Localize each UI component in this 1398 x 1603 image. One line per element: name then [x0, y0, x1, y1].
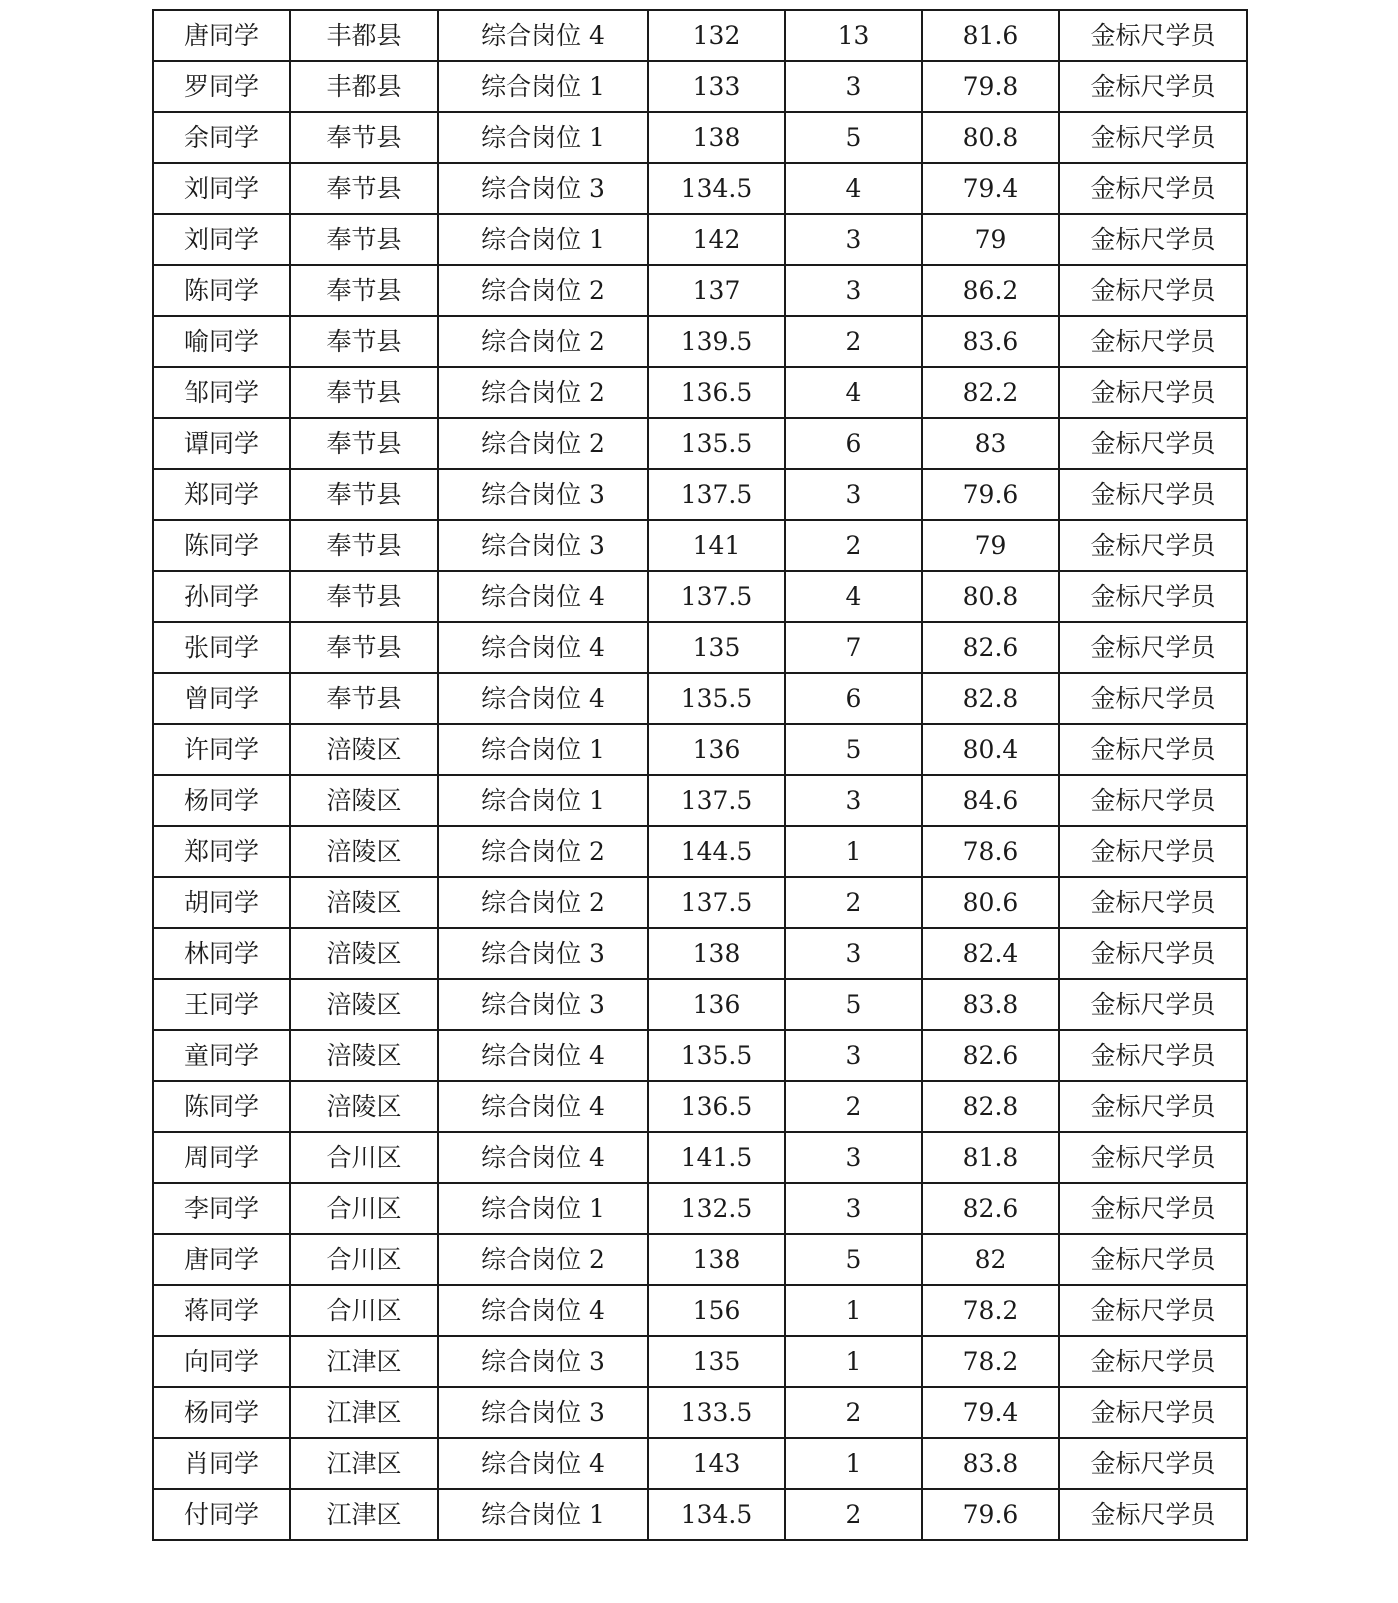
position-cell: 综合岗位 1: [438, 724, 648, 775]
interview-score-cell: 79.8: [922, 61, 1059, 112]
position-cell: 综合岗位 1: [438, 61, 648, 112]
rank-cell: 5: [785, 1234, 922, 1285]
position-cell: 综合岗位 4: [438, 1438, 648, 1489]
rank-cell: 3: [785, 1132, 922, 1183]
written-score-cell: 132: [648, 10, 785, 61]
rank-cell: 3: [785, 1183, 922, 1234]
rank-cell: 3: [785, 775, 922, 826]
table-row: [153, 877, 1247, 928]
rank-cell: 3: [785, 469, 922, 520]
written-score-cell: 144.5: [648, 826, 785, 877]
position-cell: 综合岗位 1: [438, 775, 648, 826]
table-row: [153, 979, 1247, 1030]
position-cell: 综合岗位 4: [438, 1030, 648, 1081]
note-cell: 金标尺学员: [1059, 1030, 1247, 1081]
written-score-cell: 138: [648, 1234, 785, 1285]
county-cell: 江津区: [290, 1336, 438, 1387]
county-cell: 奉节县: [290, 571, 438, 622]
written-score-cell: 138: [648, 928, 785, 979]
table-row: [153, 928, 1247, 979]
interview-score-cell: 82: [922, 1234, 1059, 1285]
table-row: [153, 826, 1247, 877]
table-row: [153, 520, 1247, 571]
position-cell: 综合岗位 3: [438, 1336, 648, 1387]
written-score-cell: 138: [648, 112, 785, 163]
position-cell: 综合岗位 2: [438, 826, 648, 877]
county-cell: 涪陵区: [290, 775, 438, 826]
position-cell: 综合岗位 4: [438, 571, 648, 622]
interview-score-cell: 78.2: [922, 1285, 1059, 1336]
interview-score-cell: 83.6: [922, 316, 1059, 367]
county-cell: 涪陵区: [290, 1081, 438, 1132]
name-cell: 周同学: [153, 1132, 290, 1183]
rank-cell: 2: [785, 316, 922, 367]
county-cell: 奉节县: [290, 418, 438, 469]
note-cell: 金标尺学员: [1059, 61, 1247, 112]
interview-score-cell: 82.8: [922, 1081, 1059, 1132]
county-cell: 奉节县: [290, 622, 438, 673]
rank-cell: 6: [785, 673, 922, 724]
interview-score-cell: 78.2: [922, 1336, 1059, 1387]
note-cell: 金标尺学员: [1059, 469, 1247, 520]
written-score-cell: 137.5: [648, 775, 785, 826]
county-cell: 奉节县: [290, 214, 438, 265]
note-cell: 金标尺学员: [1059, 214, 1247, 265]
position-cell: 综合岗位 4: [438, 10, 648, 61]
position-cell: 综合岗位 4: [438, 1285, 648, 1336]
county-cell: 涪陵区: [290, 928, 438, 979]
written-score-cell: 132.5: [648, 1183, 785, 1234]
name-cell: 胡同学: [153, 877, 290, 928]
position-cell: 综合岗位 1: [438, 214, 648, 265]
interview-score-cell: 79.6: [922, 1489, 1059, 1540]
written-score-cell: 141.5: [648, 1132, 785, 1183]
note-cell: 金标尺学员: [1059, 1183, 1247, 1234]
interview-score-cell: 83: [922, 418, 1059, 469]
interview-score-cell: 79.4: [922, 1387, 1059, 1438]
county-cell: 合川区: [290, 1183, 438, 1234]
interview-score-cell: 80.6: [922, 877, 1059, 928]
county-cell: 奉节县: [290, 469, 438, 520]
table-row: [153, 10, 1247, 61]
table-row: [153, 1234, 1247, 1285]
position-cell: 综合岗位 3: [438, 163, 648, 214]
interview-score-cell: 82.6: [922, 1183, 1059, 1234]
table-row: [153, 724, 1247, 775]
rank-cell: 4: [785, 571, 922, 622]
table-row: [153, 1285, 1247, 1336]
table-row: [153, 163, 1247, 214]
name-cell: 陈同学: [153, 1081, 290, 1132]
name-cell: 肖同学: [153, 1438, 290, 1489]
name-cell: 郑同学: [153, 826, 290, 877]
name-cell: 付同学: [153, 1489, 290, 1540]
name-cell: 刘同学: [153, 163, 290, 214]
note-cell: 金标尺学员: [1059, 571, 1247, 622]
name-cell: 唐同学: [153, 1234, 290, 1285]
rank-cell: 4: [785, 367, 922, 418]
note-cell: 金标尺学员: [1059, 1285, 1247, 1336]
rank-cell: 5: [785, 724, 922, 775]
written-score-cell: 135: [648, 622, 785, 673]
table-row: [153, 214, 1247, 265]
position-cell: 综合岗位 4: [438, 673, 648, 724]
interview-score-cell: 81.6: [922, 10, 1059, 61]
note-cell: 金标尺学员: [1059, 112, 1247, 163]
written-score-cell: 135.5: [648, 673, 785, 724]
written-score-cell: 156: [648, 1285, 785, 1336]
rank-cell: 1: [785, 1438, 922, 1489]
name-cell: 李同学: [153, 1183, 290, 1234]
rank-cell: 2: [785, 1489, 922, 1540]
written-score-cell: 139.5: [648, 316, 785, 367]
written-score-cell: 133: [648, 61, 785, 112]
interview-score-cell: 82.8: [922, 673, 1059, 724]
county-cell: 江津区: [290, 1438, 438, 1489]
name-cell: 谭同学: [153, 418, 290, 469]
rank-cell: 7: [785, 622, 922, 673]
rank-cell: 3: [785, 265, 922, 316]
interview-score-cell: 84.6: [922, 775, 1059, 826]
table-row: [153, 265, 1247, 316]
county-cell: 涪陵区: [290, 724, 438, 775]
table-row: [153, 418, 1247, 469]
table-row: [153, 316, 1247, 367]
note-cell: 金标尺学员: [1059, 622, 1247, 673]
interview-score-cell: 83.8: [922, 1438, 1059, 1489]
interview-score-cell: 82.6: [922, 1030, 1059, 1081]
name-cell: 余同学: [153, 112, 290, 163]
note-cell: 金标尺学员: [1059, 979, 1247, 1030]
written-score-cell: 135: [648, 1336, 785, 1387]
name-cell: 童同学: [153, 1030, 290, 1081]
table-body: [153, 10, 1247, 1540]
table-row: [153, 1387, 1247, 1438]
county-cell: 合川区: [290, 1285, 438, 1336]
name-cell: 张同学: [153, 622, 290, 673]
rank-cell: 13: [785, 10, 922, 61]
interview-score-cell: 80.4: [922, 724, 1059, 775]
note-cell: 金标尺学员: [1059, 418, 1247, 469]
table-row: [153, 1030, 1247, 1081]
name-cell: 刘同学: [153, 214, 290, 265]
rank-cell: 4: [785, 163, 922, 214]
position-cell: 综合岗位 2: [438, 316, 648, 367]
note-cell: 金标尺学员: [1059, 1132, 1247, 1183]
position-cell: 综合岗位 3: [438, 469, 648, 520]
written-score-cell: 141: [648, 520, 785, 571]
table-row: [153, 1336, 1247, 1387]
county-cell: 奉节县: [290, 112, 438, 163]
written-score-cell: 137.5: [648, 877, 785, 928]
table-row: [153, 61, 1247, 112]
note-cell: 金标尺学员: [1059, 1336, 1247, 1387]
county-cell: 丰都县: [290, 10, 438, 61]
note-cell: 金标尺学员: [1059, 826, 1247, 877]
position-cell: 综合岗位 2: [438, 367, 648, 418]
name-cell: 杨同学: [153, 775, 290, 826]
interview-score-cell: 86.2: [922, 265, 1059, 316]
written-score-cell: 135.5: [648, 1030, 785, 1081]
rank-cell: 2: [785, 877, 922, 928]
rank-cell: 3: [785, 1030, 922, 1081]
county-cell: 涪陵区: [290, 1030, 438, 1081]
name-cell: 唐同学: [153, 10, 290, 61]
name-cell: 邹同学: [153, 367, 290, 418]
county-cell: 奉节县: [290, 673, 438, 724]
written-score-cell: 143: [648, 1438, 785, 1489]
county-cell: 江津区: [290, 1489, 438, 1540]
written-score-cell: 136: [648, 724, 785, 775]
interview-score-cell: 80.8: [922, 112, 1059, 163]
county-cell: 奉节县: [290, 367, 438, 418]
name-cell: 向同学: [153, 1336, 290, 1387]
county-cell: 奉节县: [290, 520, 438, 571]
written-score-cell: 142: [648, 214, 785, 265]
note-cell: 金标尺学员: [1059, 1081, 1247, 1132]
table-row: [153, 1489, 1247, 1540]
position-cell: 综合岗位 2: [438, 1234, 648, 1285]
rank-cell: 5: [785, 979, 922, 1030]
table-row: [153, 112, 1247, 163]
position-cell: 综合岗位 3: [438, 520, 648, 571]
written-score-cell: 134.5: [648, 1489, 785, 1540]
name-cell: 蒋同学: [153, 1285, 290, 1336]
written-score-cell: 137: [648, 265, 785, 316]
county-cell: 奉节县: [290, 265, 438, 316]
note-cell: 金标尺学员: [1059, 520, 1247, 571]
written-score-cell: 135.5: [648, 418, 785, 469]
note-cell: 金标尺学员: [1059, 877, 1247, 928]
rank-cell: 5: [785, 112, 922, 163]
note-cell: 金标尺学员: [1059, 316, 1247, 367]
rank-cell: 3: [785, 214, 922, 265]
name-cell: 许同学: [153, 724, 290, 775]
county-cell: 合川区: [290, 1234, 438, 1285]
results-table: [152, 9, 1248, 1541]
interview-score-cell: 82.6: [922, 622, 1059, 673]
name-cell: 陈同学: [153, 265, 290, 316]
interview-score-cell: 82.4: [922, 928, 1059, 979]
position-cell: 综合岗位 1: [438, 1183, 648, 1234]
table-row: [153, 469, 1247, 520]
table-row: [153, 571, 1247, 622]
interview-score-cell: 79: [922, 520, 1059, 571]
note-cell: 金标尺学员: [1059, 1489, 1247, 1540]
note-cell: 金标尺学员: [1059, 928, 1247, 979]
position-cell: 综合岗位 3: [438, 928, 648, 979]
rank-cell: 2: [785, 520, 922, 571]
interview-score-cell: 79.6: [922, 469, 1059, 520]
note-cell: 金标尺学员: [1059, 775, 1247, 826]
table-row: [153, 622, 1247, 673]
name-cell: 罗同学: [153, 61, 290, 112]
written-score-cell: 136: [648, 979, 785, 1030]
note-cell: 金标尺学员: [1059, 367, 1247, 418]
position-cell: 综合岗位 2: [438, 877, 648, 928]
table-row: [153, 1438, 1247, 1489]
county-cell: 涪陵区: [290, 979, 438, 1030]
position-cell: 综合岗位 1: [438, 112, 648, 163]
county-cell: 江津区: [290, 1387, 438, 1438]
written-score-cell: 137.5: [648, 571, 785, 622]
note-cell: 金标尺学员: [1059, 265, 1247, 316]
position-cell: 综合岗位 2: [438, 418, 648, 469]
note-cell: 金标尺学员: [1059, 1387, 1247, 1438]
written-score-cell: 136.5: [648, 1081, 785, 1132]
position-cell: 综合岗位 4: [438, 1132, 648, 1183]
rank-cell: 1: [785, 1285, 922, 1336]
county-cell: 丰都县: [290, 61, 438, 112]
rank-cell: 1: [785, 826, 922, 877]
table-row: [153, 1081, 1247, 1132]
name-cell: 喻同学: [153, 316, 290, 367]
position-cell: 综合岗位 1: [438, 1489, 648, 1540]
name-cell: 王同学: [153, 979, 290, 1030]
written-score-cell: 133.5: [648, 1387, 785, 1438]
table-row: [153, 775, 1247, 826]
county-cell: 涪陵区: [290, 877, 438, 928]
name-cell: 杨同学: [153, 1387, 290, 1438]
position-cell: 综合岗位 4: [438, 1081, 648, 1132]
county-cell: 奉节县: [290, 163, 438, 214]
county-cell: 合川区: [290, 1132, 438, 1183]
county-cell: 涪陵区: [290, 826, 438, 877]
name-cell: 林同学: [153, 928, 290, 979]
table-row: [153, 367, 1247, 418]
name-cell: 郑同学: [153, 469, 290, 520]
position-cell: 综合岗位 2: [438, 265, 648, 316]
interview-score-cell: 81.8: [922, 1132, 1059, 1183]
rank-cell: 3: [785, 61, 922, 112]
name-cell: 陈同学: [153, 520, 290, 571]
name-cell: 曾同学: [153, 673, 290, 724]
interview-score-cell: 79: [922, 214, 1059, 265]
written-score-cell: 136.5: [648, 367, 785, 418]
interview-score-cell: 78.6: [922, 826, 1059, 877]
rank-cell: 1: [785, 1336, 922, 1387]
county-cell: 奉节县: [290, 316, 438, 367]
note-cell: 金标尺学员: [1059, 163, 1247, 214]
note-cell: 金标尺学员: [1059, 724, 1247, 775]
written-score-cell: 134.5: [648, 163, 785, 214]
rank-cell: 3: [785, 928, 922, 979]
interview-score-cell: 82.2: [922, 367, 1059, 418]
position-cell: 综合岗位 3: [438, 1387, 648, 1438]
name-cell: 孙同学: [153, 571, 290, 622]
written-score-cell: 137.5: [648, 469, 785, 520]
note-cell: 金标尺学员: [1059, 1234, 1247, 1285]
note-cell: 金标尺学员: [1059, 673, 1247, 724]
interview-score-cell: 80.8: [922, 571, 1059, 622]
rank-cell: 2: [785, 1081, 922, 1132]
rank-cell: 6: [785, 418, 922, 469]
table-row: [153, 1183, 1247, 1234]
interview-score-cell: 83.8: [922, 979, 1059, 1030]
interview-score-cell: 79.4: [922, 163, 1059, 214]
note-cell: 金标尺学员: [1059, 10, 1247, 61]
position-cell: 综合岗位 3: [438, 979, 648, 1030]
note-cell: 金标尺学员: [1059, 1438, 1247, 1489]
position-cell: 综合岗位 4: [438, 622, 648, 673]
table-row: [153, 673, 1247, 724]
table-row: [153, 1132, 1247, 1183]
rank-cell: 2: [785, 1387, 922, 1438]
